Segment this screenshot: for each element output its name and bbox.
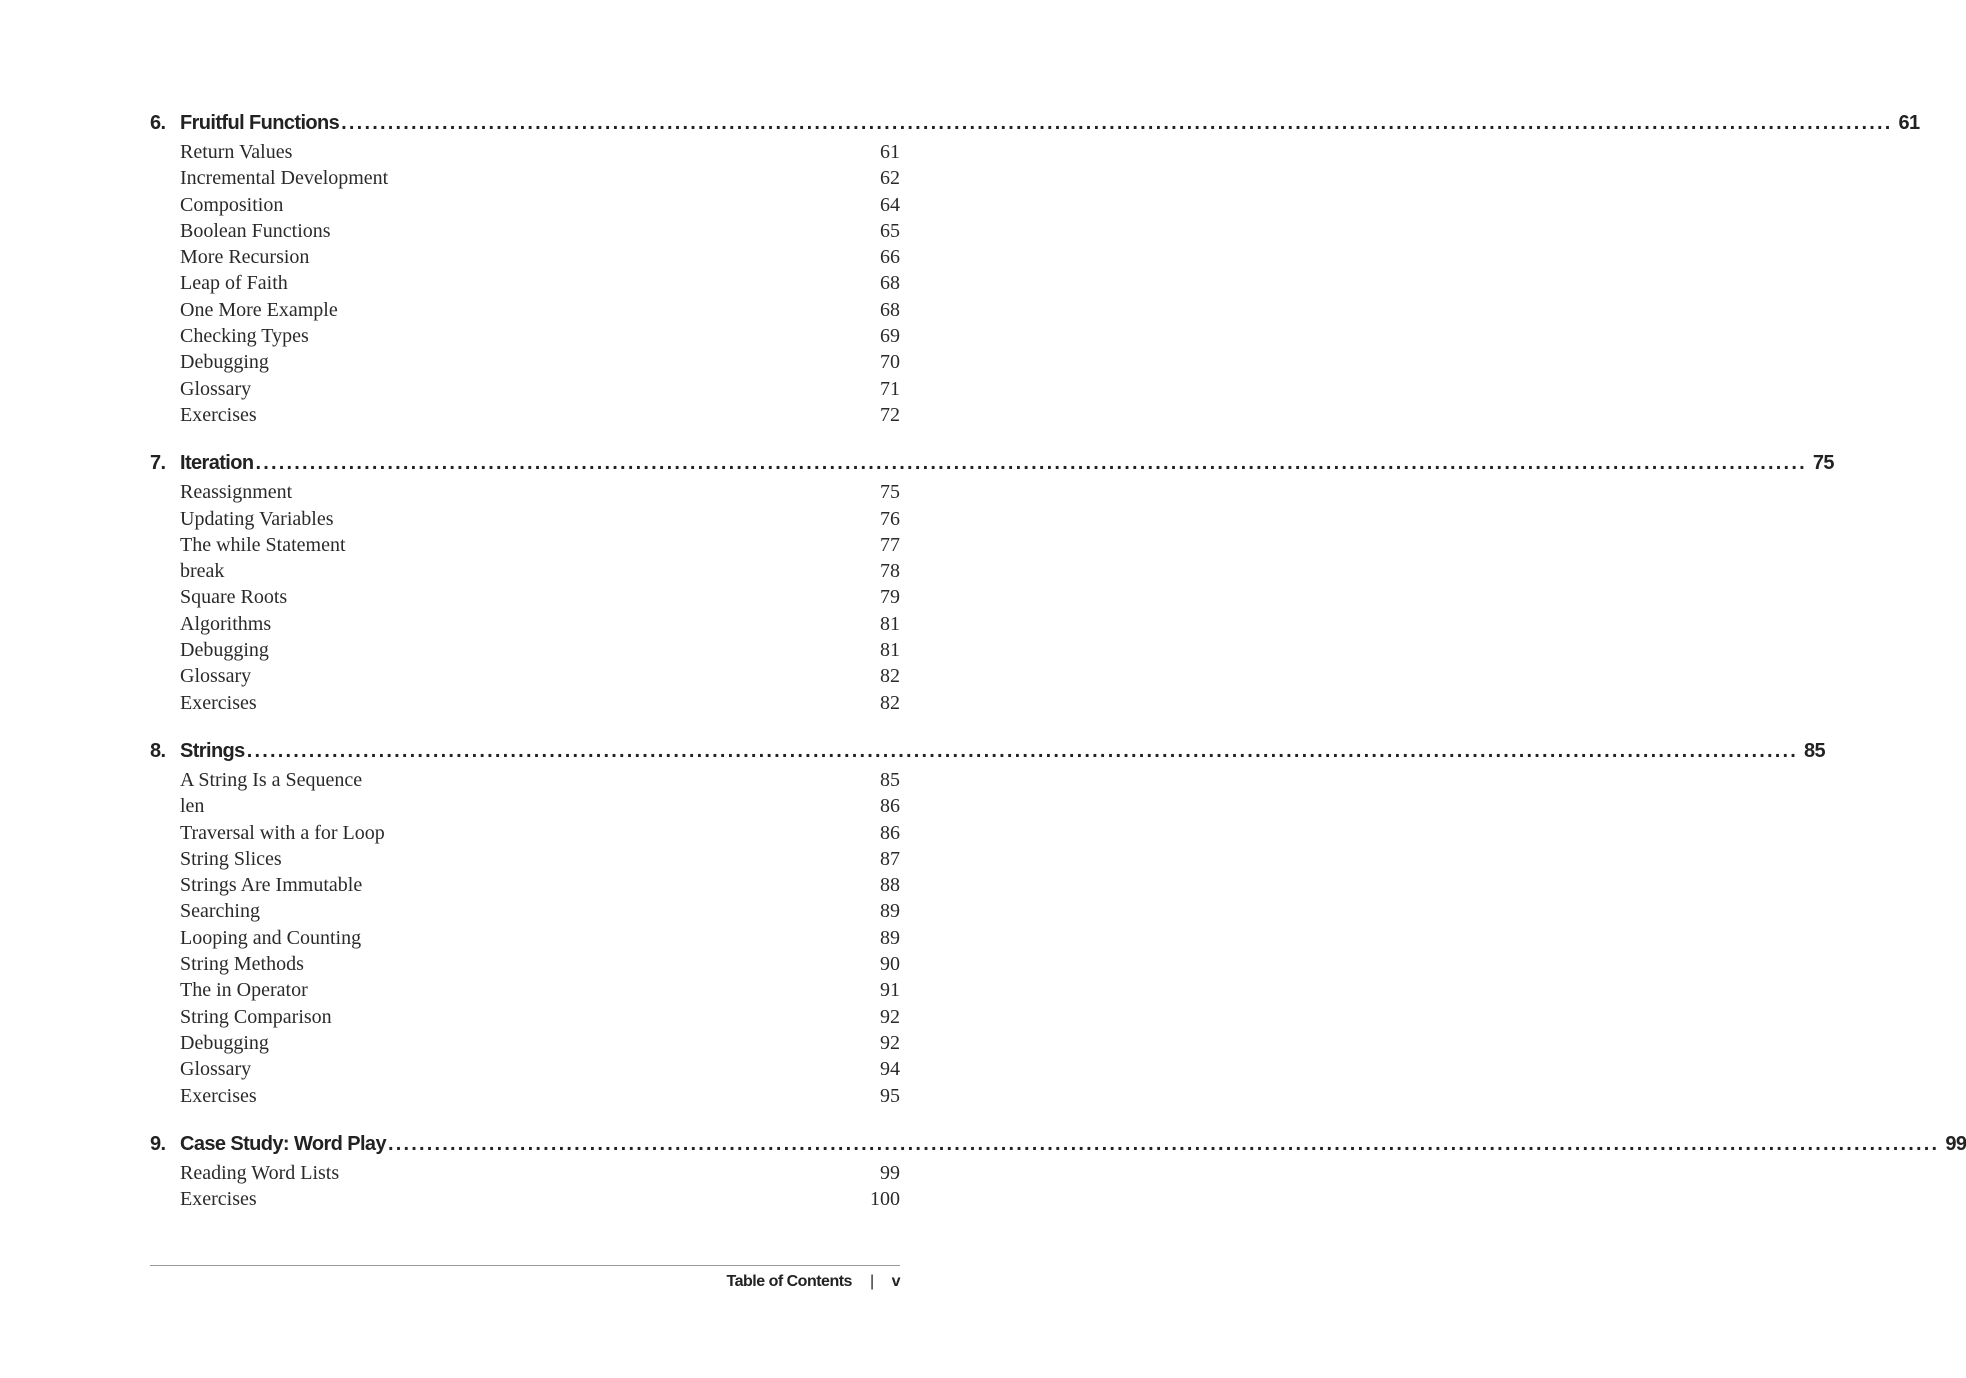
section-title: Boolean Functions [180, 219, 331, 242]
toc-section-row[interactable] [180, 167, 900, 193]
section-page: 75 [880, 481, 900, 504]
section-page: 100 [870, 1188, 900, 1211]
section-title: Leap of Faith [180, 272, 288, 295]
section-page: 70 [880, 351, 900, 374]
toc-section-row[interactable] [180, 220, 900, 246]
toc-section-row[interactable] [180, 560, 900, 586]
section-title: Algorithms [180, 612, 272, 635]
toc-section-row[interactable] [180, 194, 900, 220]
toc-section-row[interactable] [180, 979, 900, 1005]
section-title: Return Values [180, 141, 293, 163]
section-page: 77 [880, 533, 900, 556]
toc-section-row[interactable] [180, 404, 900, 430]
toc-section-row[interactable] [180, 325, 900, 351]
section-page: 92 [880, 1005, 900, 1028]
section-page: 86 [880, 821, 900, 844]
toc-chapter [150, 112, 1920, 430]
section-page: 78 [880, 560, 900, 583]
section-page: 76 [880, 507, 900, 530]
toc-section-row[interactable] [180, 795, 900, 821]
section-title: break [180, 560, 225, 583]
section-page: 66 [880, 246, 900, 269]
page-footer [150, 1273, 900, 1291]
section-title: Glossary [180, 377, 252, 400]
toc-section-row[interactable] [180, 1032, 900, 1058]
chapter-page: 99 [1945, 1132, 1966, 1155]
chapter-title: Strings [180, 739, 245, 762]
section-page: 99 [880, 1161, 900, 1184]
section-title: Traversal with a for Loop [180, 821, 385, 844]
section-title: Exercises [180, 403, 257, 426]
toc-section-row[interactable] [180, 953, 900, 979]
table-of-contents [150, 112, 1966, 1236]
section-page: 95 [880, 1084, 900, 1107]
section-title: Glossary [180, 1058, 252, 1081]
toc-section-row[interactable] [180, 927, 900, 953]
dot-leader: ........................................................................................................................................................................................................ [246, 739, 1799, 762]
chapter-heading[interactable] [150, 112, 1920, 141]
section-page: 94 [880, 1058, 900, 1081]
chapter-number: 7. [150, 452, 166, 475]
dot-leader: ........................................................................................................................................................................................................ [341, 112, 1893, 134]
section-title: Exercises [180, 1188, 257, 1211]
toc-section-row[interactable] [180, 692, 900, 718]
footer-page-number: v [891, 1273, 900, 1290]
toc-section-row[interactable] [180, 246, 900, 272]
section-page: 71 [880, 377, 900, 400]
chapter-heading[interactable] [150, 739, 1826, 769]
section-title: Reading Word Lists [180, 1161, 340, 1184]
toc-chapter [150, 739, 1826, 1111]
section-title: The while Statement [180, 533, 346, 556]
section-page: 87 [880, 847, 900, 870]
section-page: 86 [880, 795, 900, 818]
toc-section-row[interactable] [180, 769, 900, 795]
section-title: Debugging [180, 351, 269, 374]
chapter-heading[interactable] [150, 1132, 1966, 1162]
section-title: Incremental Development [180, 167, 389, 190]
section-title: String Slices [180, 847, 282, 870]
toc-section-row[interactable] [180, 822, 900, 848]
dot-leader: ........................................................................................................................................................................................................ [387, 1132, 1940, 1155]
dot-leader: ........................................................................................................................................................................................................ [255, 452, 1807, 475]
toc-section-row[interactable] [180, 299, 900, 325]
chapter-title: Iteration [180, 452, 254, 475]
section-page: 68 [880, 298, 900, 321]
chapter-title: Case Study: Word Play [180, 1132, 386, 1155]
section-title: Searching [180, 900, 260, 923]
toc-section-row[interactable] [180, 586, 900, 612]
toc-section-row[interactable] [180, 848, 900, 874]
footer-rule [150, 1265, 900, 1266]
toc-section-row[interactable] [180, 665, 900, 691]
toc-section-row[interactable] [180, 351, 900, 377]
section-page: 65 [880, 219, 900, 242]
section-title: Looping and Counting [180, 926, 362, 949]
section-title: Glossary [180, 665, 252, 688]
toc-section-row[interactable] [180, 272, 900, 298]
chapter-number: 6. [150, 112, 166, 134]
toc-section-row[interactable] [180, 1058, 900, 1084]
section-page: 64 [880, 193, 900, 216]
section-page: 81 [880, 612, 900, 635]
section-page: 85 [880, 768, 900, 791]
section-title: Strings Are Immutable [180, 874, 363, 897]
section-title: Reassignment [180, 481, 293, 504]
toc-section-row[interactable] [180, 481, 900, 507]
toc-section-row[interactable] [180, 1085, 900, 1111]
section-page: 88 [880, 874, 900, 897]
chapter-page: 85 [1804, 739, 1826, 762]
toc-section-row[interactable] [180, 508, 900, 534]
toc-section-row[interactable] [180, 378, 900, 404]
chapter-number: 9. [150, 1132, 166, 1155]
section-title: Composition [180, 193, 284, 216]
section-page: 62 [880, 167, 900, 190]
section-title: Exercises [180, 691, 257, 714]
section-page: 61 [880, 141, 900, 163]
section-page: 92 [880, 1031, 900, 1054]
section-title: String Comparison [180, 1005, 332, 1028]
footer-separator: | [869, 1273, 874, 1290]
section-page: 91 [880, 979, 900, 1002]
section-page: 90 [880, 953, 900, 976]
chapter-page: 75 [1812, 452, 1834, 475]
section-title: Exercises [180, 1084, 257, 1107]
toc-chapter [150, 1132, 1966, 1215]
section-title: Square Roots [180, 586, 288, 609]
toc-section-row[interactable] [180, 1162, 900, 1188]
toc-section-row[interactable] [180, 534, 900, 560]
section-page: 79 [880, 586, 900, 609]
chapter-title: Fruitful Functions [180, 112, 340, 134]
section-title: Updating Variables [180, 507, 334, 530]
toc-section-row[interactable] [180, 639, 900, 665]
section-page: 89 [880, 900, 900, 923]
section-title: Debugging [180, 639, 269, 662]
chapter-number: 8. [150, 739, 166, 762]
section-page: 72 [880, 403, 900, 426]
section-title: The in Operator [180, 979, 308, 1002]
section-title: Debugging [180, 1031, 269, 1054]
section-page: 82 [880, 665, 900, 688]
section-title: len [180, 795, 205, 818]
section-page: 69 [880, 325, 900, 348]
section-page: 68 [880, 272, 900, 295]
toc-section-row[interactable] [180, 900, 900, 926]
toc-section-row[interactable] [180, 141, 900, 167]
section-title: More Recursion [180, 246, 310, 269]
section-title: String Methods [180, 953, 304, 976]
toc-section-row[interactable] [180, 1006, 900, 1032]
chapter-page: 61 [1898, 112, 1920, 134]
chapter-heading[interactable] [150, 452, 1834, 481]
section-page: 89 [880, 926, 900, 949]
section-title: A String Is a Sequence [180, 768, 363, 791]
section-title: Checking Types [180, 325, 309, 348]
section-page: 82 [880, 691, 900, 714]
toc-chapter [150, 452, 1834, 718]
toc-section-row[interactable] [180, 613, 900, 639]
section-page: 81 [880, 639, 900, 662]
footer-label: Table of Contents [726, 1273, 852, 1290]
section-title: One More Example [180, 298, 338, 321]
toc-section-row[interactable] [180, 1188, 900, 1214]
toc-section-row[interactable] [180, 874, 900, 900]
